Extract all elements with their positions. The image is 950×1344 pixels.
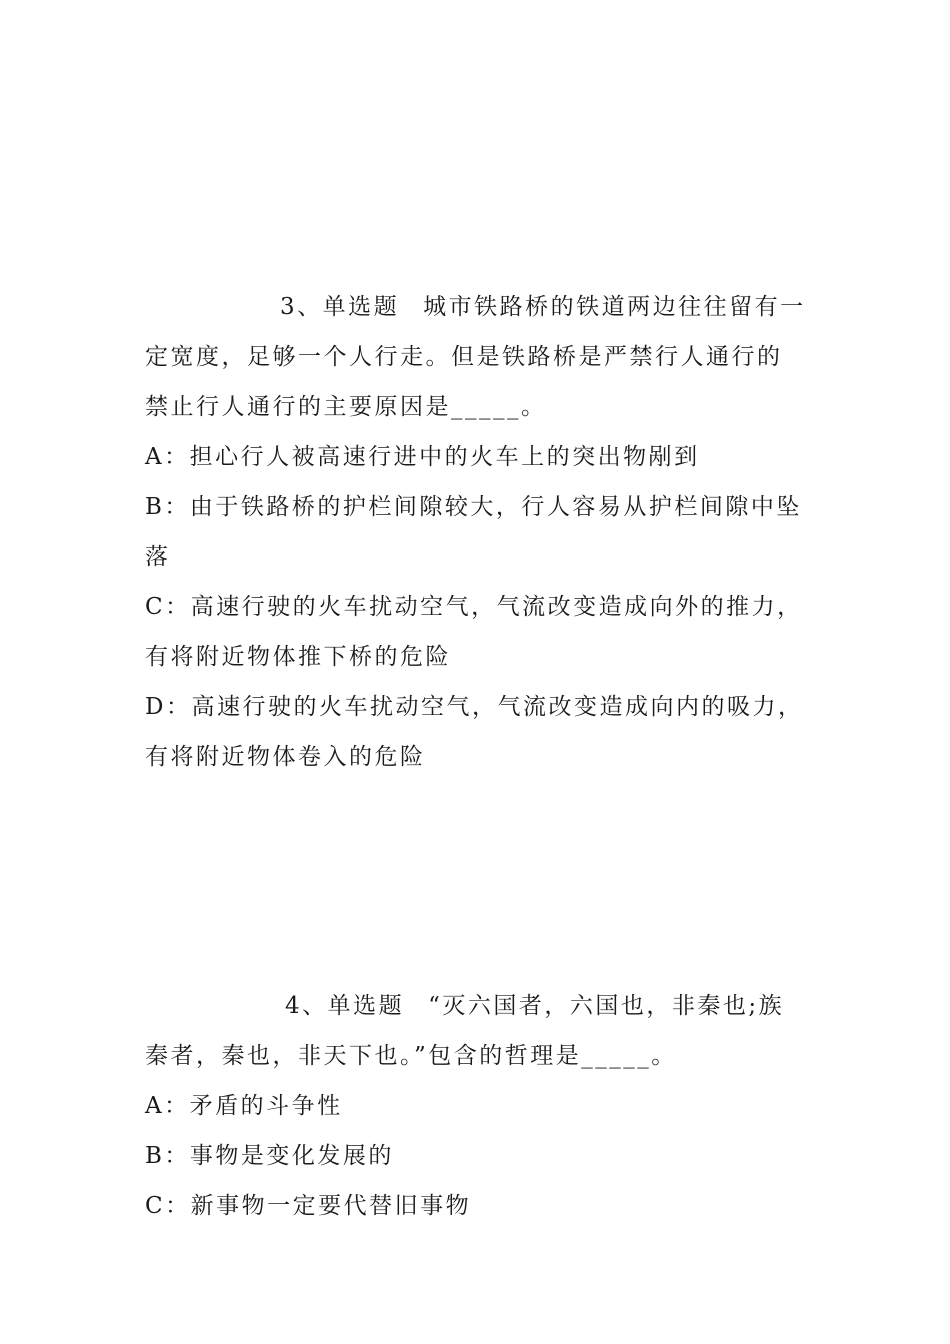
question-4 xyxy=(145,981,810,1231)
option-key: D： xyxy=(145,694,192,720)
option-key: C： xyxy=(145,594,191,620)
question-stem-text: 城市铁路桥的铁道两边往往留有一 xyxy=(423,294,806,320)
option-text: 由于铁路桥的护栏间隙较大，行人容易从护栏间隙中坠 xyxy=(189,494,802,520)
option-c xyxy=(145,1181,810,1231)
option-c xyxy=(145,582,810,682)
question-stem-line: 秦者，秦也，非天下也。”包含的哲理是_____。 xyxy=(145,1043,677,1069)
option-text-continued: 有将附近物体推下桥的危险 xyxy=(145,644,451,670)
option-key: B： xyxy=(145,1143,190,1169)
option-text-continued: 有将附近物体卷入的危险 xyxy=(145,744,426,770)
option-key: B： xyxy=(145,494,190,520)
question-type: 单选题 xyxy=(322,294,400,320)
question-stem-line: 定宽度，足够一个人行走。但是铁路桥是严禁行人通行的 xyxy=(145,344,783,370)
option-text: 高速行驶的火车扰动空气，气流改变造成向外的推力， xyxy=(190,594,803,620)
question-type: 单选题 xyxy=(327,993,405,1019)
question-number: 4、 xyxy=(285,993,328,1019)
option-a xyxy=(145,432,810,482)
option-b xyxy=(145,1131,810,1181)
question-3 xyxy=(145,282,810,782)
option-key: A： xyxy=(145,444,190,470)
option-text: 担心行人被高速行进中的火车上的突出物剐到 xyxy=(189,444,700,470)
question-number: 3、 xyxy=(280,294,323,320)
option-text: 高速行驶的火车扰动空气，气流改变造成向内的吸力， xyxy=(191,694,804,720)
question-stem-text: “灭六国者，六国也，非秦也;族 xyxy=(428,993,785,1019)
option-a xyxy=(145,1081,810,1131)
option-text: 事物是变化发展的 xyxy=(189,1143,394,1169)
question-stem-line xyxy=(145,282,810,332)
option-key: C： xyxy=(145,1193,191,1219)
option-text: 新事物一定要代替旧事物 xyxy=(190,1193,472,1219)
option-b xyxy=(145,482,810,582)
option-d xyxy=(145,682,810,782)
question-stem-line: 禁止行人通行的主要原因是_____。 xyxy=(145,394,547,420)
option-key: A： xyxy=(145,1093,190,1119)
question-stem-line xyxy=(145,981,810,1031)
option-text: 矛盾的斗争性 xyxy=(189,1093,343,1119)
option-text-continued: 落 xyxy=(145,544,171,570)
